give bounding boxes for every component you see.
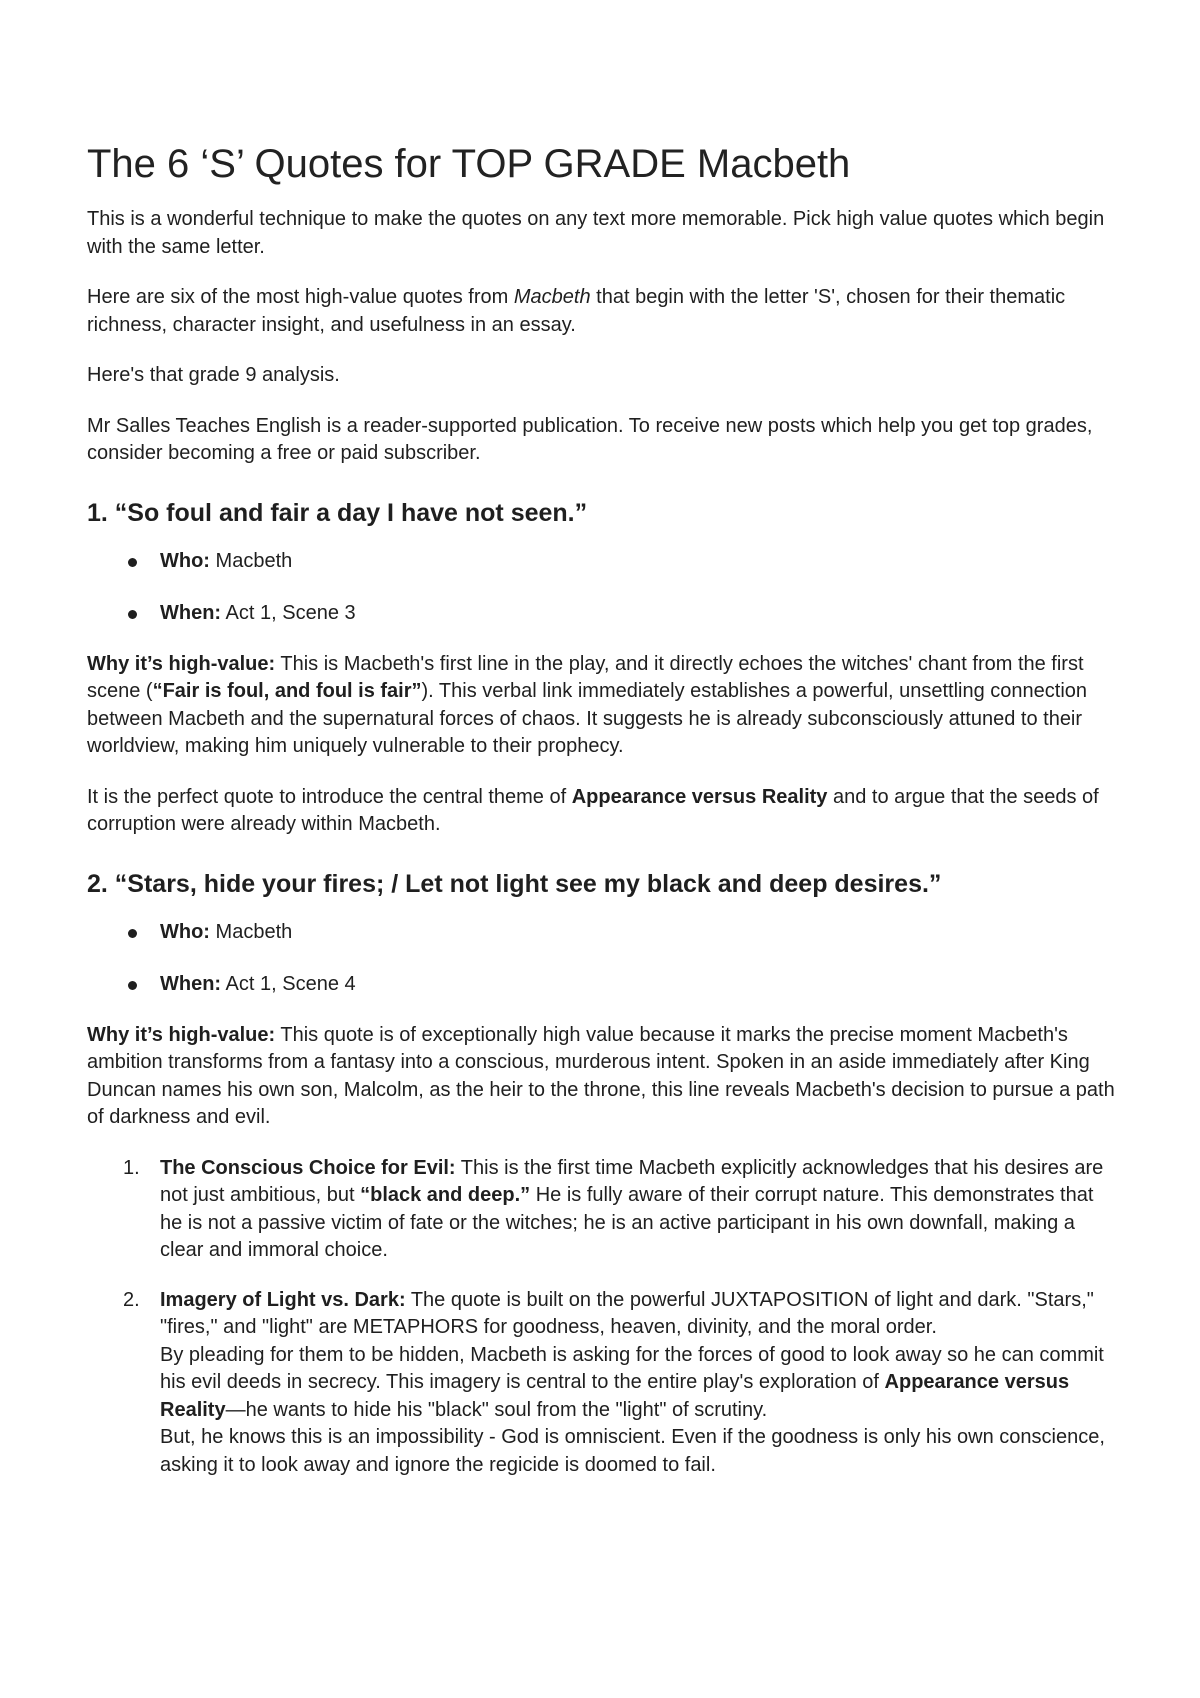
list-number: 2. (123, 1288, 140, 1311)
intro-paragraph-4: Mr Salles Teaches English is a reader-supported publication. To receive new posts which help you get top grades, consider becoming a free or paid subscriber. (87, 414, 1093, 464)
page-title: The 6 ‘S’ Quotes for TOP GRADE Macbeth (87, 142, 851, 186)
quote-1-heading: 1. “So foul and fair a day I have not seen.” (87, 498, 588, 527)
quote-2-who (87, 918, 1120, 946)
point-1-bold-2: “black and deep.” (360, 1184, 531, 1206)
quote-2-heading: 2. “Stars, hide your fires; / Let not light see my black and deep desires.” (87, 869, 942, 898)
quote-2-who-value: Macbeth (209, 920, 293, 943)
intro-p2-text-b: that begin with the letter 'S', chosen for their thematic richness, character insight, and usefulness in an essay. (87, 286, 1066, 336)
point-1-text-b: He is fully aware of their corrupt nature. This demonstrates that he is not a passive victim of fate or the witches; he is an active participant in his own downfall, making a clear and immoral choice. (160, 1184, 1094, 1261)
point-2-text-d: But, he knows this is an impossibility - God is omniscient. Even if the goodness is only his own conscience, asking it to look away and ignore the regicide is doomed to fail. (160, 1426, 1105, 1476)
who-label: Who: (160, 549, 210, 572)
when-label: When: (160, 972, 222, 995)
quote-1-who-value: Macbeth (209, 549, 293, 572)
quote-1-who (87, 547, 1120, 575)
intro-p2-text-a: Here are six of the most high-value quotes from (87, 286, 514, 308)
quote-2-when-value: Act 1, Scene 4 (221, 972, 356, 995)
when-label: When: (160, 601, 222, 624)
quote-2-point-1 (87, 1155, 1120, 1265)
point-2-text-c: —he wants to hide his "black" soul from the "light" of scrutiny. (225, 1398, 768, 1421)
quote-1-p2-text-b: and to argue that the seeds of corruption were already within Macbeth. (87, 785, 1099, 835)
quote-1-why-text-a: This is Macbeth's first line in the play, and it directly echoes the witches' chant from the first scene ( (87, 652, 1084, 702)
quote-2-why-text: This quote is of exceptionally high value because it marks the precise moment Macbeth's ambition transforms from a fantasy into a conscious, murderous intent. Spoken in an aside immediately after King Duncan names his own son, Malcolm, as the heir to the throne, this line reveals Macbeth's decision to pursue a path of darkness and evil. (87, 1023, 1115, 1128)
point-1-text-a: This is the first time Macbeth explicitly acknowledges that his desires are not just ambitious, but (160, 1156, 1104, 1206)
point-2-text-a: The quote is built on the powerful JUXTAPOSITION of light and dark. "Stars," "fires," and "light" are METAPHORS for goodness, heaven, divinity, and the moral order. (160, 1288, 1094, 1338)
intro-paragraph-1: This is a wonderful technique to make the quotes on any text more memorable. Pick high value quotes which begin with the same letter. (87, 208, 1105, 258)
intro-paragraph-3: Here's that grade 9 analysis. (87, 364, 340, 386)
point-2-bold: Imagery of Light vs. Dark: (160, 1288, 406, 1311)
bullet-icon (128, 929, 137, 938)
point-1-bold: The Conscious Choice for Evil: (160, 1156, 456, 1179)
quote-2-points-list (87, 1155, 1120, 1480)
why-label: Why it’s high-value: (87, 1023, 276, 1046)
quote-1-why-bold: “Fair is foul, and foul is fair” (152, 680, 422, 702)
bullet-icon (128, 981, 137, 990)
quote-1-when-value: Act 1, Scene 3 (221, 601, 356, 624)
who-label: Who: (160, 920, 210, 943)
point-2-line-2 (160, 1342, 1120, 1425)
quote-1-when (87, 599, 1120, 627)
bullet-icon (128, 610, 137, 619)
quote-2-meta-list (87, 918, 1120, 998)
quote-1-meta-list (87, 547, 1120, 627)
quote-1-why-text-b: ). This verbal link immediately establishes a powerful, unsettling connection between Macbeth and the supernatural forces of chaos. It suggests he is already subconsciously attuned to their worldview, making him uniquely vulnerable to their prophecy. (87, 680, 1088, 757)
point-2-bold-2: Appearance versus Reality (160, 1371, 1070, 1421)
quote-1-why-paragraph (87, 651, 1120, 761)
quote-2-point-2 (87, 1287, 1120, 1480)
quote-1-p2-bold: Appearance versus Reality (571, 785, 828, 808)
why-label: Why it’s high-value: (87, 652, 276, 675)
quote-1-theme-paragraph (87, 784, 1120, 839)
intro-paragraph-2 (87, 284, 1120, 339)
intro-p2-italic-title: Macbeth (513, 286, 591, 308)
point-2-text-b: By pleading for them to be hidden, Macbeth is asking for the forces of good to look away so he can commit his evil deeds in secrecy. This imagery is central to the entire play's exploration of (160, 1343, 1104, 1393)
quote-1-p2-text-a: It is the perfect quote to introduce the central theme of (87, 785, 572, 808)
quote-2-when (87, 970, 1120, 998)
bullet-icon (128, 558, 137, 567)
quote-2-why-paragraph (87, 1022, 1120, 1132)
list-number: 1. (123, 1156, 140, 1179)
